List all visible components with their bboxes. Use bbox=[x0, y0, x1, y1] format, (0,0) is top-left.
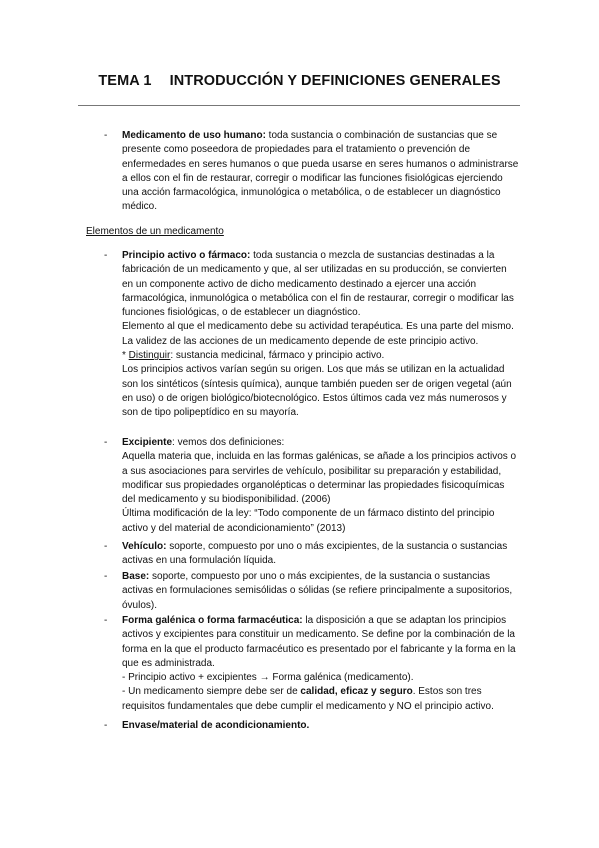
section-heading: Elementos de un medicamento bbox=[86, 226, 224, 237]
list-item-principio-activo bbox=[78, 249, 520, 421]
list-item-forma-galenica bbox=[78, 614, 520, 714]
definition-text: Principio activo o fármaco: toda sustancia o mezcla de sustancias destinadas a la fabricación de un medicamento y que, al ser utilizadas en su producción, se convierten en un componente activo de dicho medicamento destinado a ejercer una acción farmacológica, inmunológica o metabólica con el fin de restaurar, corregir o modificar las funciones fisiológicas, o de establecer un diagnóstico. bbox=[122, 250, 514, 319]
term-label: Medicamento de uso humano: bbox=[122, 130, 266, 141]
term-label: Forma galénica o forma farmacéutica: bbox=[122, 615, 303, 626]
bullet-dash: - bbox=[104, 437, 108, 448]
paragraph: Última modificación de la ley: “Todo componente de un fármaco distinto del principio activo y del material de acondicionamiento” (2013) bbox=[122, 508, 495, 534]
definition-text: Excipiente: vemos dos definiciones: bbox=[122, 437, 285, 448]
topic-number: TEMA 1 bbox=[98, 73, 152, 89]
bullet-dash: - bbox=[104, 615, 108, 626]
term-label: Principio activo o fármaco: bbox=[122, 250, 251, 261]
definition-text: Medicamento de uso humano: toda sustancia o combinación de sustancias que se presente como poseedora de propiedades para el tratamiento o prevención de enfermedades en seres humanos o que pueda usarse en seres humanos o administrarse a ellos con el fin de restaurar, corregir o modificar las funciones fisiológicas ejerciendo una acción farmacológica, inmunológica o metabólica, o de establecer un diagnóstico médico. bbox=[122, 130, 519, 213]
paragraph: Elemento al que el medicamento debe su actividad terapéutica. Es una parte del mismo. La validez de las acciones de un medicamento depende de este principio activo. bbox=[122, 321, 514, 347]
definition-text bbox=[122, 719, 520, 733]
bullet-dash: - bbox=[104, 541, 108, 552]
term-label: Vehículo: bbox=[122, 541, 167, 552]
topic-title: INTRODUCCIÓN Y DEFINICIONES GENERALES bbox=[169, 73, 501, 89]
list-item-vehiculo bbox=[78, 540, 520, 569]
term-label: Excipiente bbox=[122, 437, 173, 448]
bold-phrase: calidad, eficaz y seguro bbox=[300, 686, 413, 698]
list-item-medicamento bbox=[78, 129, 520, 215]
bullet-dash: - bbox=[104, 130, 108, 141]
term-label: Envase/material de acondicionamiento. bbox=[122, 720, 310, 731]
formula-line: - Principio activo + excipientes → Forma galénica (medicamento). bbox=[122, 672, 414, 684]
list-item-envase bbox=[78, 719, 520, 733]
paragraph: Aquella materia que, incluida en las formas galénicas, se añade a los principios activos o a sus asociaciones para servirles de vehículo, posibilitar su preparación y estabilidad, modificar sus propiedades organolépticas o determinar las propiedades fisicoquímicas del medicamento y su biodisponibilidad. (2006) bbox=[122, 451, 517, 506]
list-item-base bbox=[78, 570, 520, 613]
definition-text: Vehículo: soporte, compuesto por uno o más excipientes, de la sustancia o sustancias activas en una formulación líquida. bbox=[122, 541, 508, 567]
page-title bbox=[0, 73, 599, 89]
bullet-dash: - bbox=[104, 571, 108, 582]
list-item-excipiente bbox=[78, 436, 520, 536]
bullet-dash: - bbox=[104, 250, 108, 261]
note-paragraph: * Distinguir: sustancia medicinal, fármaco y principio activo. bbox=[122, 350, 385, 362]
definition-text: Base: soporte, compuesto por uno o más excipientes, de la sustancia o sustancias activas en formulaciones semisólidas o sólidas (se refiere principalmente a supositorios, óvulos). bbox=[122, 571, 513, 611]
paragraph: Los principios activos varían según su origen. Los que más se utilizan en la actualidad son los sintéticos (síntesis química), aunque también pueden ser de origen vegetal (aún en uso) o de origen biológico/biotecnológico. Estos últimos cada vez más numerosos y son de tipo polipeptídico en su mayoría. bbox=[122, 364, 512, 419]
title-divider bbox=[78, 105, 520, 106]
term-label: Base: bbox=[122, 571, 150, 582]
bullet-dash: - bbox=[104, 720, 108, 731]
underlined-term: Distinguir bbox=[128, 350, 171, 362]
definition-text: Forma galénica o forma farmacéutica: la disposición a que se adaptan los principios activos y excipientes para constituir un medicamento. Se define por la combinación de la forma en la que el producto farmacéutico es presentado por el fabricante y la forma en la que es administrada. bbox=[122, 615, 516, 669]
paragraph: - Un medicamento siempre debe ser de calidad, eficaz y seguro. Estos son tres requisitos fundamentales que debe cumplir el medicamento y NO el principio activo. bbox=[122, 686, 494, 712]
